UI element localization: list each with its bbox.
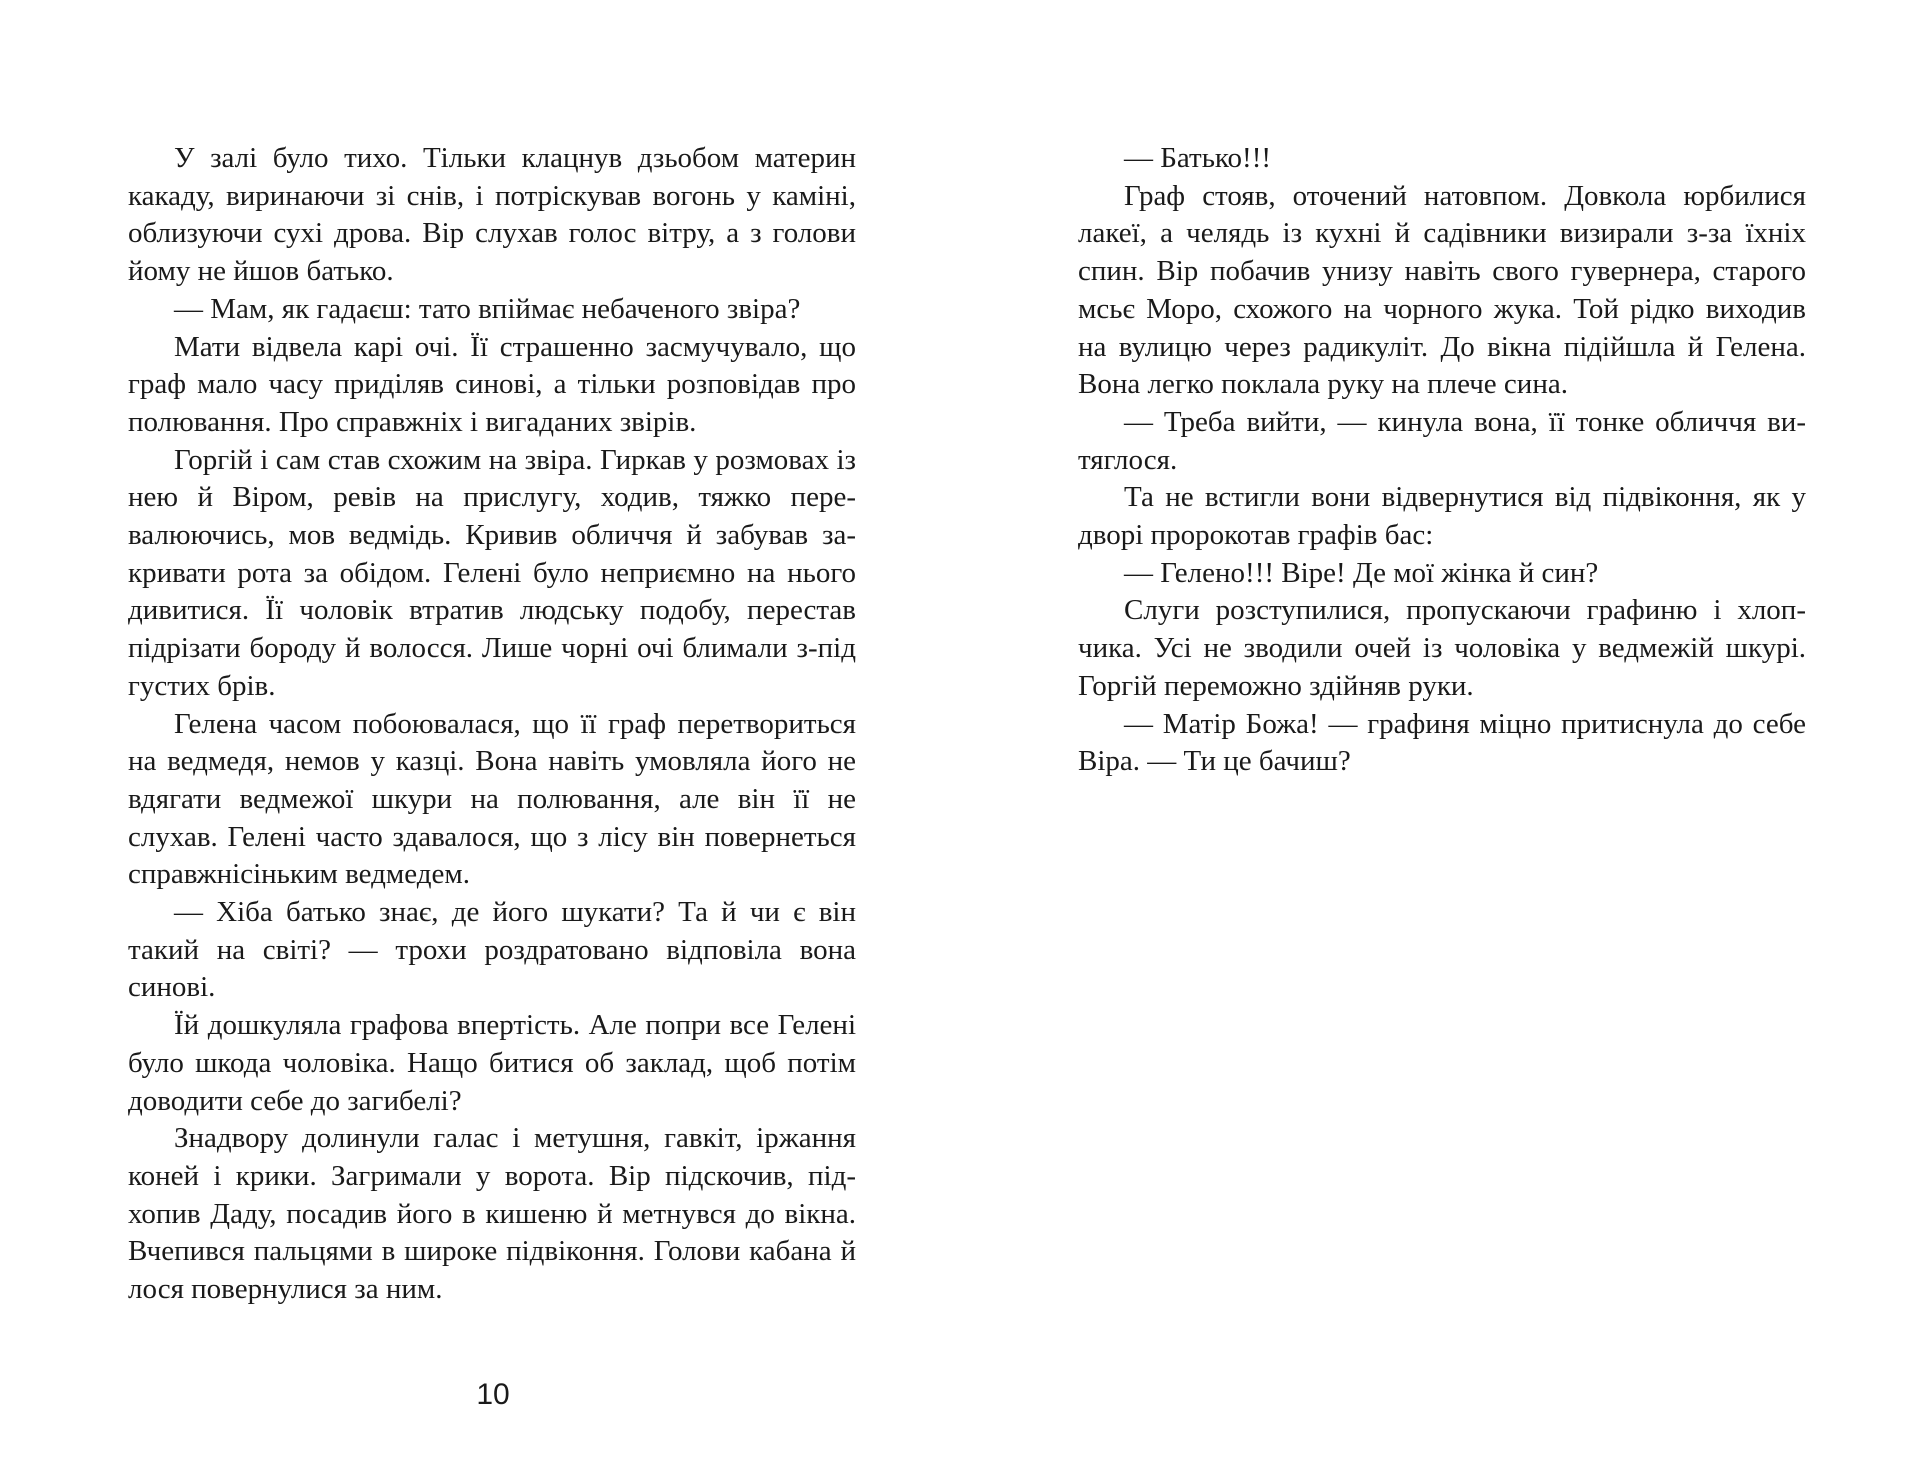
paragraph: Гелена часом побоювалася, що її граф перетвориться на ведмедя, немов у казці. Вона навіть умовляла його не вдягати ведмежої шкури на полювання, але він її не слухав. Гелені часто здавалося, що з лісу він повернеться справжнісіньким ведмедем. (128, 707, 856, 891)
paragraph: У залі було тихо. Тільки клацнув дзьобом материн какаду, виринаючи зі снів, і потріскував вогонь у каміні, облизуючи сухі дрова. Вір слухав голос вітру, а з голови йому не йшов батько. (128, 142, 856, 288)
paragraph: — Хіба батько знає, де його шукати? Та й чи є він такий на світі? — трохи роздратовано відповіла вона синові. (128, 896, 856, 1004)
paragraph: — Мам, як гадаєш: тато впіймає небаченого звіра? (174, 292, 801, 325)
paragraph: Знадвору долинули галас і метушня, гавкіт, іржання коней і крики. Загримали у ворота. Вір підскочив, підхопив Даду, посадив його в кишеню й метнувся до вікна. Вчепився пальцями в широке підвіконня. Голови кабана й лося повернулися за ним. (128, 1122, 856, 1306)
left-text-column (128, 140, 856, 1309)
paragraph: — Батько!!! (1124, 142, 1272, 174)
paragraph: Слуги розступилися, пропускаючи графиню і хлопчика. Усі не зводили очей із чоловіка у ведмежій шкурі. Горгій переможно здійняв руки. (1078, 594, 1806, 702)
paragraph: Горгій і сам став схожим на звіра. Гиркав у розмовах із нею й Віром, ревів на прислугу, ходив, тяжко перевалюючись, мов ведмідь. Кривив обличчя й забував закривати рота за обідом. Гелені було неприємно на нього дивитися. Її чоловік втратив людську подобу, перестав підрізати бороду й волосся. Лише чорні очі блимали з-під густих брів. (128, 443, 856, 702)
paragraph: — Матір Божа! — графиня міцно притиснула до себе Віра. — Ти це бачиш? (1078, 707, 1806, 778)
paragraph: Граф стояв, оточений натовпом. Довкола юрбилися лакеї, а челядь із кухні й садівники визирали з-за їхніх спин. Вір побачив унизу навіть свого гувернера, старого мсьє Моро, схожого на чорного жука. Той рідко виходив на вулицю через радикуліт. До вікна підійшла й Гелена. Вона легко поклала руку на плече сина. (1078, 179, 1806, 401)
paragraph: Мати відвела карі очі. Її страшенно засмучувало, що граф мало часу приділяв синові, а тільки розповідав про полювання. Про справжніх і вигаданих звірів. (128, 330, 856, 438)
paragraph: Та не встигли вони відвернутися від підвіконня, як у дворі пророкотав графів бас: (1078, 481, 1806, 552)
paragraph: — Треба вийти, — кинула вона, її тонке обличчя витяглося. (1078, 405, 1806, 476)
paragraph: — Гелено!!! Віре! Де мої жінка й син? (1124, 556, 1599, 589)
right-text-column (1078, 140, 1806, 781)
paragraph: Їй дошкуляла графова впертість. Але попри все Гелені було шкода чоловіка. Нащо битися об заклад, щоб потім доводити себе до загибелі? (128, 1009, 856, 1117)
page-number: 10 (476, 1378, 510, 1411)
